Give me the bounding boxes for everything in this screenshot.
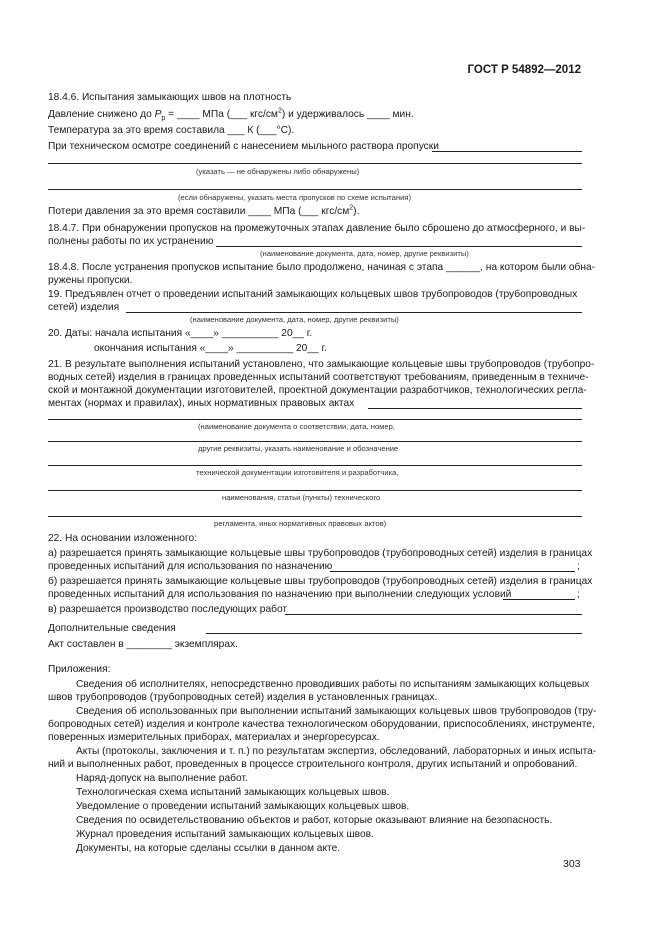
section-18-4-8-line2: ружены пропуски. [48, 275, 133, 286]
section-19-line2: сетей) изделия [48, 302, 120, 313]
additional-info-label: Дополнительные сведения [48, 623, 176, 634]
pressure-text: Давление снижено до [48, 109, 155, 120]
appendix-2-line3: поверенных измерительных приборах, материалах и энергоресурсах. [48, 732, 380, 743]
item-a-blank[interactable] [330, 571, 575, 572]
pressure-superscript: 2 [277, 107, 282, 115]
item-a-line1: а) разрешается принять замыкающие кольцевые швы трубопроводов (трубопроводных сетей) изделия в границах [48, 548, 593, 559]
page-number: 303 [563, 858, 581, 870]
pressure-loss-text: Потери давления за это время составили ____ МПа (___ кгс/см [48, 206, 350, 217]
section-21-line4: ментах (нормах и правилах), иных нормативных правовых актах [48, 398, 355, 409]
section-18-4-7-line1: 18.4.7. При обнаружении пропусков на промежуточных этапах давление было сброшено до атмосферного, и вы- [48, 223, 586, 234]
pressure-loss-end: ). [353, 206, 360, 217]
pressure-loss-superscript: 2 [349, 204, 354, 212]
item-a-line2: проведенных испытаний для использования по назначению [48, 561, 333, 572]
section-21-line2: водных сетей) изделия в границах проведенных испытаний соответствуют требованиям, приведенным в техниче- [48, 372, 589, 383]
section-20-start-date: 20. Даты: начала испытания «____» __________ 20__ г. [48, 328, 313, 339]
appendix-3-line2: ний и выполненных работ, проведенных в процессе строительного контроля, других испытаний и опробований. [48, 759, 578, 770]
blank-line-4[interactable] [48, 441, 582, 442]
item-b-blank[interactable] [503, 599, 575, 600]
appendix-4: Наряд-допуск на выполнение работ. [76, 773, 248, 784]
blank-line-5[interactable] [48, 465, 582, 466]
appendix-1-line2: швов трубопроводов (трубопроводных сетей) изделия в установленных границах. [48, 692, 438, 703]
appendix-7: Сведения по освидетельствованию объектов и работ, которые оказывают влияние на безопасность. [76, 815, 553, 826]
caption-doc-1: (наименование документа, дата, номер, другие реквизиты) [260, 249, 469, 258]
blank-line-1[interactable] [48, 163, 582, 164]
blank-line-2[interactable] [48, 189, 582, 190]
caption-tech-docs: технической документации изготовителя и разработчика, [196, 468, 399, 477]
appendix-3-line1: Акты (протоколы, заключения и т. п.) по результатам экспертиз, обследований, лабораторных и иных испыта- [76, 746, 597, 757]
pressure-line [48, 108, 414, 121]
pressure-loss-line [48, 205, 359, 218]
appendix-8: Журнал проведения испытаний замыкающих кольцевых швов. [76, 829, 374, 840]
appendix-5: Технологическая схема испытаний замыкающих кольцевых швов. [76, 787, 390, 798]
item-v-line: в) разрешается производство последующих работ [48, 604, 288, 615]
caption-articles: наименования, статьи (пункты) технического [222, 493, 381, 502]
additional-info-blank[interactable] [206, 633, 582, 634]
caption-requisites: другие реквизиты, указать наименование и обозначение [198, 444, 399, 453]
pressure-symbol: P [154, 109, 162, 120]
section-19-line1: 19. Предъявлен отчет о проведении испытаний замыкающих кольцевых швов трубопроводов (трубопроводных [48, 289, 578, 300]
blank-line-3[interactable] [48, 419, 582, 420]
section-18-4-7-line2: полнены работы по их устранению [48, 236, 214, 247]
item-b-line1: б) разрешается принять замыкающие кольцевые швы трубопроводов (трубопроводных сетей) изделия в границах [48, 576, 593, 587]
appendix-2-line1: Сведения об использованных при выполнении испытаний замыкающих кольцевых швов трубопроводов (тру- [76, 706, 597, 717]
appendix-6: Уведомление о проведении испытаний замыкающих кольцевых швов. [76, 801, 410, 812]
blank-line-7[interactable] [48, 516, 582, 517]
inspection-blank[interactable] [432, 151, 582, 152]
appendix-9: Документы, на которые сделаны ссылки в данном акте. [76, 843, 341, 854]
item-a-semicolon: ; [577, 561, 580, 572]
caption-conformity: (наименование документа о соответствии, дата, номер, [198, 422, 395, 431]
caption-regulations: регламента, иных нормативных правовых актов) [214, 519, 387, 528]
caption-found: (указать — не обнаружены либо обнаружены) [196, 167, 360, 176]
elimination-blank[interactable] [216, 246, 582, 247]
report-blank[interactable] [126, 312, 582, 313]
section-20-end-date: окончания испытания «____» __________ 20__ г. [94, 343, 327, 354]
item-b-semicolon: ; [577, 589, 580, 600]
pressure-text-3: ) и удерживалось ____ мин. [281, 109, 414, 120]
acts-blank[interactable] [368, 408, 582, 409]
section-21-line3: ской и монтажной документации изготовителей, проектной документации разработчиков, технологических регла- [48, 385, 587, 396]
section-22-title: 22. На основании изложенного: [48, 533, 197, 544]
pressure-text-2: = ____ МПа (___ кгс/см [165, 109, 278, 120]
caption-leak-places: (если обнаружены, указать места пропусков по схеме испытания) [178, 193, 411, 202]
blank-line-6[interactable] [48, 490, 582, 491]
appendix-2-line2: бопроводных сетей) изделия и контроле качества технологическом оборудовании, приспособлениях, инструменте, [48, 719, 595, 730]
inspection-line: При техническом осмотре соединений с нанесением мыльного раствора пропуски [48, 141, 439, 152]
standard-header: ГОСТ Р 54892—2012 [467, 64, 581, 76]
item-v-blank[interactable] [285, 614, 582, 615]
appendix-1-line1: Сведения об исполнителях, непосредственно проводивших работы по испытаниям замыкающих кольцевых [76, 679, 590, 690]
section-21-line1: 21. В результате выполнения испытаний установлено, что замыкающие кольцевые швы трубопроводов (трубопро- [48, 359, 595, 370]
caption-doc-2: (наименование документа, дата, номер, другие реквизиты) [190, 315, 399, 324]
item-b-line2: проведенных испытаний для использования по назначению при выполнении следующих условий [48, 589, 512, 600]
copies-line: Акт составлен в ________ экземплярах. [48, 639, 238, 650]
appendices-title: Приложения: [48, 664, 111, 675]
temperature-line: Температура за это время составила ___ К (___°С). [48, 125, 295, 136]
pressure-subscript: р [161, 115, 166, 123]
section-18-4-6-title: 18.4.6. Испытания замыкающих швов на плотность [48, 92, 292, 103]
section-18-4-8-line1: 18.4.8. После устранения пропусков испытание было продолжено, начиная с этапа ______, на котором были обна- [48, 262, 596, 273]
